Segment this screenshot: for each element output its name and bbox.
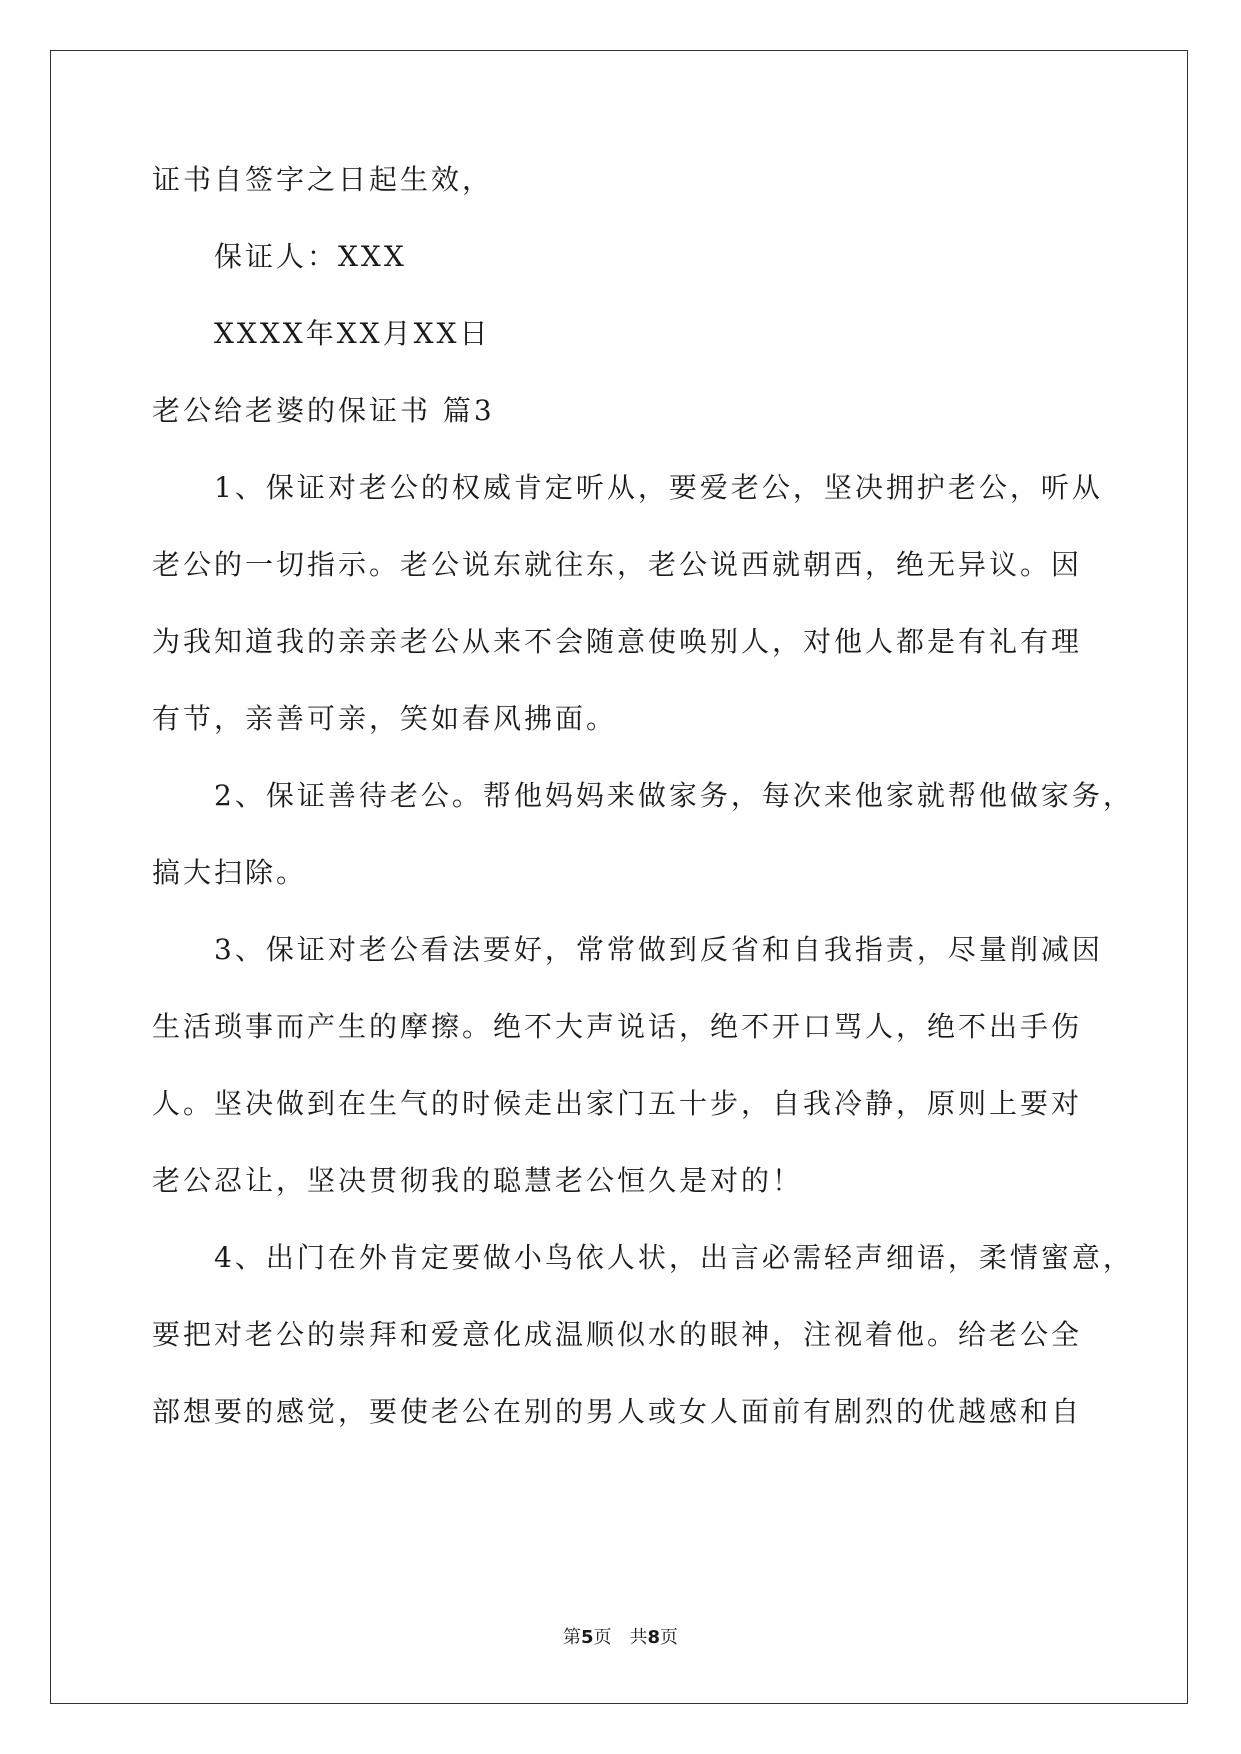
page-prefix: 第 (562, 1627, 581, 1648)
section-heading: 老公给老婆的保证书 篇3 (152, 394, 495, 427)
paragraph-line: 1、保证对老公的权威肯定听从，要爱老公，坚决拥护老公，听从 (214, 471, 1103, 504)
page-suffix: 页 (660, 1627, 679, 1648)
paragraph-line: 老公忍让，坚决贯彻我的聪慧老公恒久是对的！ (152, 1164, 804, 1197)
paragraph-line: 搞大扫除。 (152, 856, 308, 889)
page-footer (0, 1623, 1241, 1649)
paragraph-line: 老公的一切指示。老公说东就往东，老公说西就朝西，绝无异议。因 (152, 548, 1083, 581)
paragraph-line: 4、出门在外肯定要做小鸟依人状，出言必需轻声细语，柔情蜜意， (214, 1241, 1134, 1274)
paragraph-line: 有节，亲善可亲，笑如春风拂面。 (152, 702, 618, 735)
paragraph-line: 生活琐事而产生的摩擦。绝不大声说话，绝不开口骂人，绝不出手伤 (152, 1010, 1083, 1043)
current-page-number: 5 (580, 1627, 594, 1648)
paragraph-line: 为我知道我的亲亲老公从来不会随意使唤别人，对他人都是有礼有理 (152, 625, 1083, 658)
paragraph-line: 2、保证善待老公。帮他妈妈来做家务，每次来他家就帮他做家务， (214, 779, 1134, 812)
paragraph-line: 人。坚决做到在生气的时候走出家门五十步，自我冷静，原则上要对 (152, 1087, 1083, 1120)
paragraph-line: 要把对老公的崇拜和爱意化成温顺似水的眼神，注视着他。给老公全 (152, 1318, 1083, 1351)
date-line: XXXX年XX月XX日 (214, 317, 491, 350)
page-mid: 页 共 (593, 1627, 648, 1648)
signatory-line: 保证人：XXX (214, 240, 407, 273)
paragraph-line: 3、保证对老公看法要好，常常做到反省和自我指责，尽量削减因 (214, 933, 1103, 966)
total-page-number: 8 (647, 1627, 661, 1648)
text-line: 证书自签字之日起生效， (152, 163, 494, 196)
paragraph-line: 部想要的感觉，要使老公在别的男人或女人面前有剧烈的优越感和自 (152, 1395, 1083, 1428)
